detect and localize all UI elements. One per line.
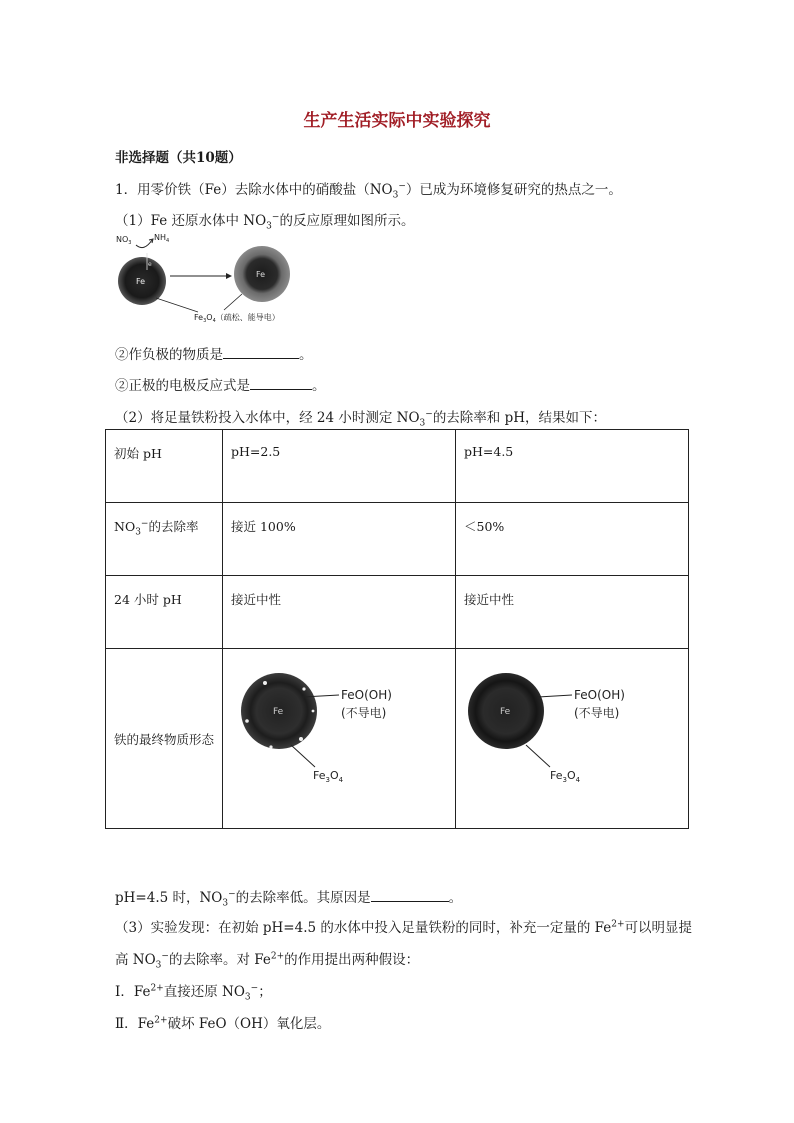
feooh-label: FeO(OH) <box>341 688 392 702</box>
nh4-label: $NH_4$ <box>154 233 170 244</box>
svg-text:Fe: Fe <box>500 707 511 717</box>
fe-particle-ph25 <box>231 663 447 825</box>
fe3o4-leader-left <box>156 298 198 312</box>
nonconductive-note: (不导电) <box>574 706 620 720</box>
part-3-intro: （3）实验发现：在初始 pH=4.5 的水体中投入足量铁粉的同时，补充一定量的 $Fe^{2+}$可以明显提 <box>115 919 693 936</box>
question-reason: pH=4.5 时，$NO_3^-$的去除率低。其原因是 。 <box>115 889 463 909</box>
table-row <box>106 649 689 829</box>
feooh-label: FeO(OH) <box>574 688 625 702</box>
table-cell: ＜50% <box>456 503 689 576</box>
feooh-leader <box>538 695 572 697</box>
hypothesis-2: Ⅱ．$Fe^{2+}$破坏 FeO（OH）氧化层。 <box>115 1015 331 1032</box>
question-positive-electrode: ②正极的电极反应式是 。 <box>115 378 326 394</box>
fe-particle-ph45 <box>464 663 680 825</box>
svg-text:e: e <box>148 261 152 268</box>
results-table <box>105 429 689 829</box>
question-negative-electrode: ②作负极的物质是 。 <box>115 347 313 363</box>
table-cell-image <box>223 649 456 829</box>
table-cell: 24 小时 pH <box>106 576 223 649</box>
table-row <box>106 503 689 576</box>
fe3o4-leader <box>526 745 550 767</box>
table-cell: pH=2.5 <box>223 430 456 503</box>
answer-blank <box>250 377 312 390</box>
section-heading: 非选择题（共10题） <box>115 150 242 166</box>
answer-blank <box>223 346 299 359</box>
answer-blank <box>371 889 449 902</box>
part-3-continued: 高 $NO_3^-$的去除率。对 $Fe^{2+}$的作用提出两种假设： <box>115 951 420 971</box>
reaction-diagram <box>114 226 314 326</box>
table-row <box>106 576 689 649</box>
nonconductive-note: (不导电) <box>341 706 387 720</box>
reduction-arrow <box>136 240 152 248</box>
fe-left-label: Fe <box>136 277 146 286</box>
svg-text:Fe: Fe <box>273 707 284 717</box>
fe3o4-label: $Fe_3O_4$ <box>313 769 344 784</box>
question-1-stem: 1．用零价铁（Fe）去除水体中的硝酸盐$(NO_3^-)$已成为环境修复研究的热点之一。 <box>115 181 622 201</box>
fe3o4-leader-right <box>224 294 242 310</box>
table-row <box>106 430 689 503</box>
table-cell: $NO_3^-$的去除率 <box>106 503 223 576</box>
fe3o4-label: $Fe_3O_4$ <box>550 769 581 784</box>
part-1-intro: （1）Fe 还原水体中 $NO_3^-$的反应原理如图所示。 <box>115 212 415 232</box>
table-cell: 接近中性 <box>456 576 689 649</box>
page-title: 生产生活实际中实验探究 <box>303 111 491 131</box>
table-cell: 接近中性 <box>223 576 456 649</box>
table-cell: pH=4.5 <box>456 430 689 503</box>
hypothesis-1: Ⅰ．$Fe^{2+}$直接还原 $NO_3^-$； <box>115 983 272 1003</box>
table-cell-image <box>456 649 689 829</box>
fe3o4-leader <box>291 745 315 767</box>
table-cell: 初始 pH <box>106 430 223 503</box>
table-cell: 接近 100% <box>223 503 456 576</box>
table-cell: 铁的最终物质形态 <box>106 649 223 829</box>
fe-right-label: Fe <box>256 270 266 279</box>
fe3o4-label: $Fe_3O_4$（疏松、能导电） <box>194 313 280 324</box>
part-2-intro: （2）将足量铁粉投入水体中，经 24 小时测定 $NO_3^-$的去除率和 pH，结果如下： <box>115 409 607 429</box>
no3-label: $NO_3$ <box>116 235 132 246</box>
